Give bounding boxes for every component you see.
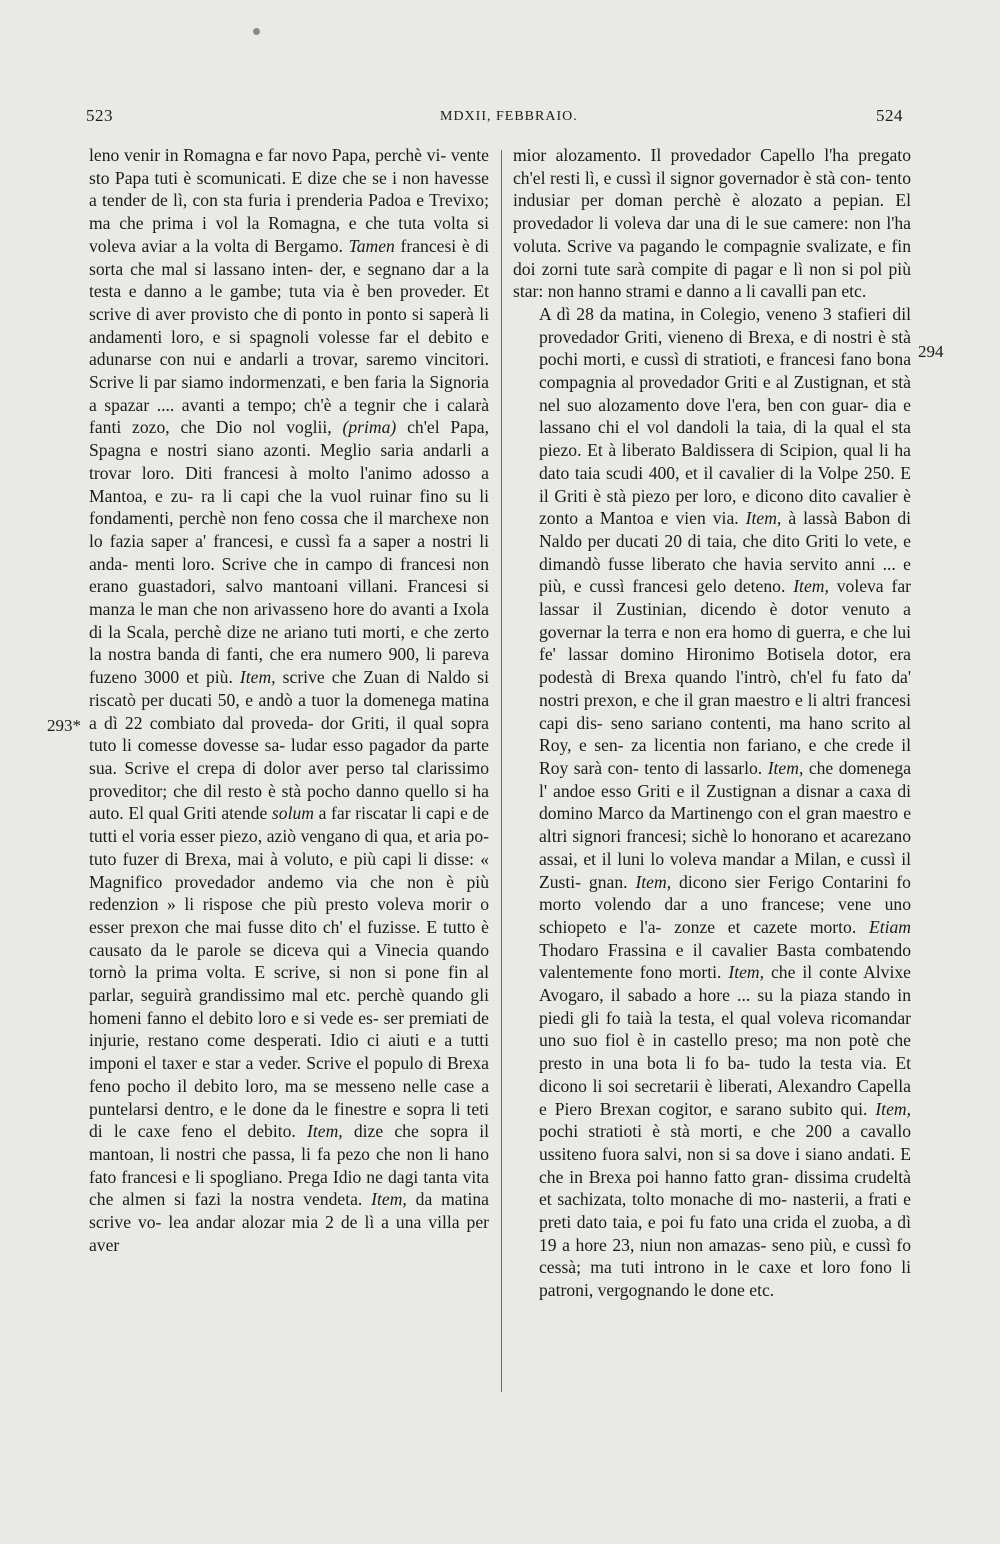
- page-number-right: 524: [876, 106, 903, 125]
- italic-word: Item,: [793, 576, 829, 597]
- text-run: dicono sier Ferigo Contarini fo morto volendo dar a uno francese; vene uno schiopeto e l'a- zonze et cazete morto.: [539, 871, 911, 937]
- text-run: a far riscatar li capi e de tutti el voria esser piezo, aziò vengano di qua, et aria po- tuto fuzer di Brexa, mai à voluto, e più capi li disse: « Magnifico provedador andemo via che non è più redenzion » li rispose che più presto voleva morir o esser prexon che mai fusse dito ch' el fuzisse. E tutto è causato da le parole se diceva qui a Vinecia quando tornò la prima volta. E scrive, si non si pone fin al parlar, seguirà grandissimo mal etc. perchè quando gli homeni fanno el debito loro e si vede es- ser premiati de injurie, restano come desperati. Idio ci aiuti e a tutti imponi el taxer e star a veder. Scrive el populo di Brexa feno pocho il debito loro, ma se messeno nelle case a puntelarsi dentro, e le done da le finestre e sopra li teti di le caxe feno el debito.: [89, 803, 489, 1142]
- text-run: voleva far lassar il Zustinian, dicendo è dotor venuto a governar la terra e non era homo di guerra, e che lui fe' lassar domino Hironimo Botisela dotor, era podestà di Brexa quando l'intrò, ch'el fu fato da' nostri prexon, e che il gran maestro e li altri francesi capi dis- seno sariano contenti, ma hano scrito al Roy, e sen- za licentia non fariano, e che crede il Roy sarà con- tento di lassarlo.: [539, 576, 911, 778]
- text-run: dize che sopra il mantoan, li nostri che passa, li fa pezo che non li hano fato francesi e li spogliano. Prega Idio ne dagi tanta vita che almen si fazi la nostra vendeta.: [89, 1121, 490, 1210]
- running-head: MDXII, FEBBRAIO.: [440, 109, 578, 124]
- right-column: [513, 144, 911, 1302]
- text-run: da matina scrive vo- lea andar alozar mia 2 de lì a una villa per aver: [89, 1189, 489, 1255]
- page-number-left: 523: [86, 106, 113, 125]
- italic-word: Item,: [239, 667, 276, 688]
- text-run: Thodaro Frassina e il cavalier Basta combatendo valentemente fono morti.: [539, 939, 911, 983]
- italic-word: Etiam: [868, 916, 911, 937]
- italic-word: Item,: [767, 757, 804, 778]
- italic-word: Item,: [728, 962, 765, 983]
- text-run: A dì 28 da matina, in Colegio, veneno 3 stafieri dil provedador Griti, vieneno di Brexa, e di nostri è stà pochi morti, e cussì di stratioti, e francesi fano bona compagnia al provedador Griti e al Zustignan, et stà nel suo alozamento dove l'era, ben con guar- dia e lassano chi el vol dandoli la taia, di la qual el sta piezo. Et à liberato Baldissera di Scipion, qual li ha dato taia scudi 400, et il cavalier di la Volpe 250. E il Griti è stà piezo per loro, e dicono dito cavalier è zonto a Mantoa e vien via.: [539, 303, 911, 529]
- column-divider: [501, 150, 502, 1392]
- italic-word: Item,: [745, 508, 782, 529]
- text-run: ch'el Papa, Spagna e nostri siano azonti. Meglio saria andarli a trovar loro. Diti francesi à molto l'animo adosso a Mantoa, e zu- ra li capi che la vuol ruinar fino su li fondamenti, perchè non feno cossa che il marchexe non lo fazia saper a' francesi, e cussì fa a saper a nostri li anda- menti loro. Scrive che in campo di francesi non erano guastadori, salvo mantoani villani. Francesi si manza le man che non arivasseno hore do avanti a Ixola di la Scala, perchè dize ne ariano tuti morti, e che zerto la nostra banda di fanti, che era numero 900, li pareva fuzeno 3000 et più.: [89, 417, 489, 688]
- italic-word: Item,: [307, 1121, 343, 1142]
- italic-word: Tamen: [348, 235, 395, 256]
- text-run: che domenega l' andoe esso Griti e il Zustignan a disnar a caxa di domino Marco da Martinengo con el gran maestro e altri signori francesi; sichè lo honorano et acarezano assai, et il luni lo voleva mandar a Milan, e cussì il Zusti- gnan.: [539, 757, 911, 892]
- left-paragraph: [89, 144, 489, 1256]
- margin-number-right: 294: [918, 342, 944, 361]
- text-run: leno venir in Romagna e far novo Papa, perchè vi- vente sto Papa tuti è scomunicati. E dize che se i non havesse a tender de lì, con sta furia i prenderia Padoa e Trevixo; ma che prima i vol la Romagna, e che tuta volta si voleva aviar a la volta di Bergamo.: [89, 145, 489, 256]
- text-run: à lassà Babon di Naldo per ducati 20 di taia, che dito Griti lo vete, e dimandò fusse liberato che havia servito anni ... e più, e cussì francesi gelo deteno.: [539, 508, 912, 597]
- italic-word: Item,: [635, 871, 672, 892]
- right-paragraph-1: mior alozamento. Il provedador Capello l'ha pregato ch'el resti lì, e cussì il signor governador è stà con- tento indusiar per doman perchè è alozato a pepian. El provedador li voleva dar una di le sue camere: non l'ha voluta. Scrive va pagando le compagnie svalizate, e fin doi zorni tute sarà compite di pagar e lì non si pol più star: non hanno strami e danno a li cavalli pan etc.: [513, 145, 911, 302]
- text-run: che il conte Alvixe Avogaro, il sabado a hore ... su la piaza stando in piedi gli fo taià la testa, el qual voleva ricomandar uno suo fiol è in castello preso; ma non potè che presto in una bota li fo ba- tudo la testa via. Et dicono li soi secretarii è liberati, Alexandro Capella e Piero Brexan cogitor, e sarano subito qui.: [539, 962, 911, 1119]
- margin-number-left: 293*: [47, 716, 81, 735]
- italic-word: solum: [271, 803, 314, 824]
- text-run: scrive che Zuan di Naldo si riscatò per ducati 50, e andò a tuor la domenega matina a dì 22 combiato dal proveda- dor Griti, il qual sopra tuto li comesse dovesse sa- ludar esso pagador da parte sua. Scrive el crepa di dolor aver perso tal clarissimo proveditor; che dil resto è stà pocho danno quello si ha auto. El qual Griti atende: [89, 667, 490, 824]
- left-column: [89, 144, 489, 1256]
- ink-spot: [253, 28, 260, 35]
- text-run: francesi è di sorta che mal si lassano inten- der, e segnano dar a la testa e danno a le gambe; tuta via è ben proveder. Et scrive di aver provisto che di ponto in ponto si saperà li andamenti loro, e si spagnoli volesse far el debito e adunarse con nui e andarli a trovar, saremo vincitori. Scrive li par siamo indormenzati, e ben faria la Signoria a spazar .... avanti a tempo; ch'è a tegnir che i calarà fanti zozo, che Dio nol voglii,: [89, 235, 489, 438]
- italic-word: Item,: [875, 1098, 911, 1119]
- right-paragraph-2: [513, 303, 911, 1302]
- italic-word: (prima): [342, 417, 397, 438]
- italic-word: Item,: [371, 1189, 407, 1210]
- text-run: pochi stratioti è stà morti, e che 200 a cavallo ussiteno fuora salvi, non si sa dove i siano andati. E che in Brexa poi hanno fatto gran- dissima crudeltà et sachizata, tolto monache di mo- nasterii, a frati e preti dato taia, e poi fu fato una crida el zuoba, a dì 19 a hore 23, niun non amazas- seno più, e cussì fo cessà; ma tuti introno in le caxe et loro fono li patroni, vergognando le done etc.: [539, 1121, 911, 1301]
